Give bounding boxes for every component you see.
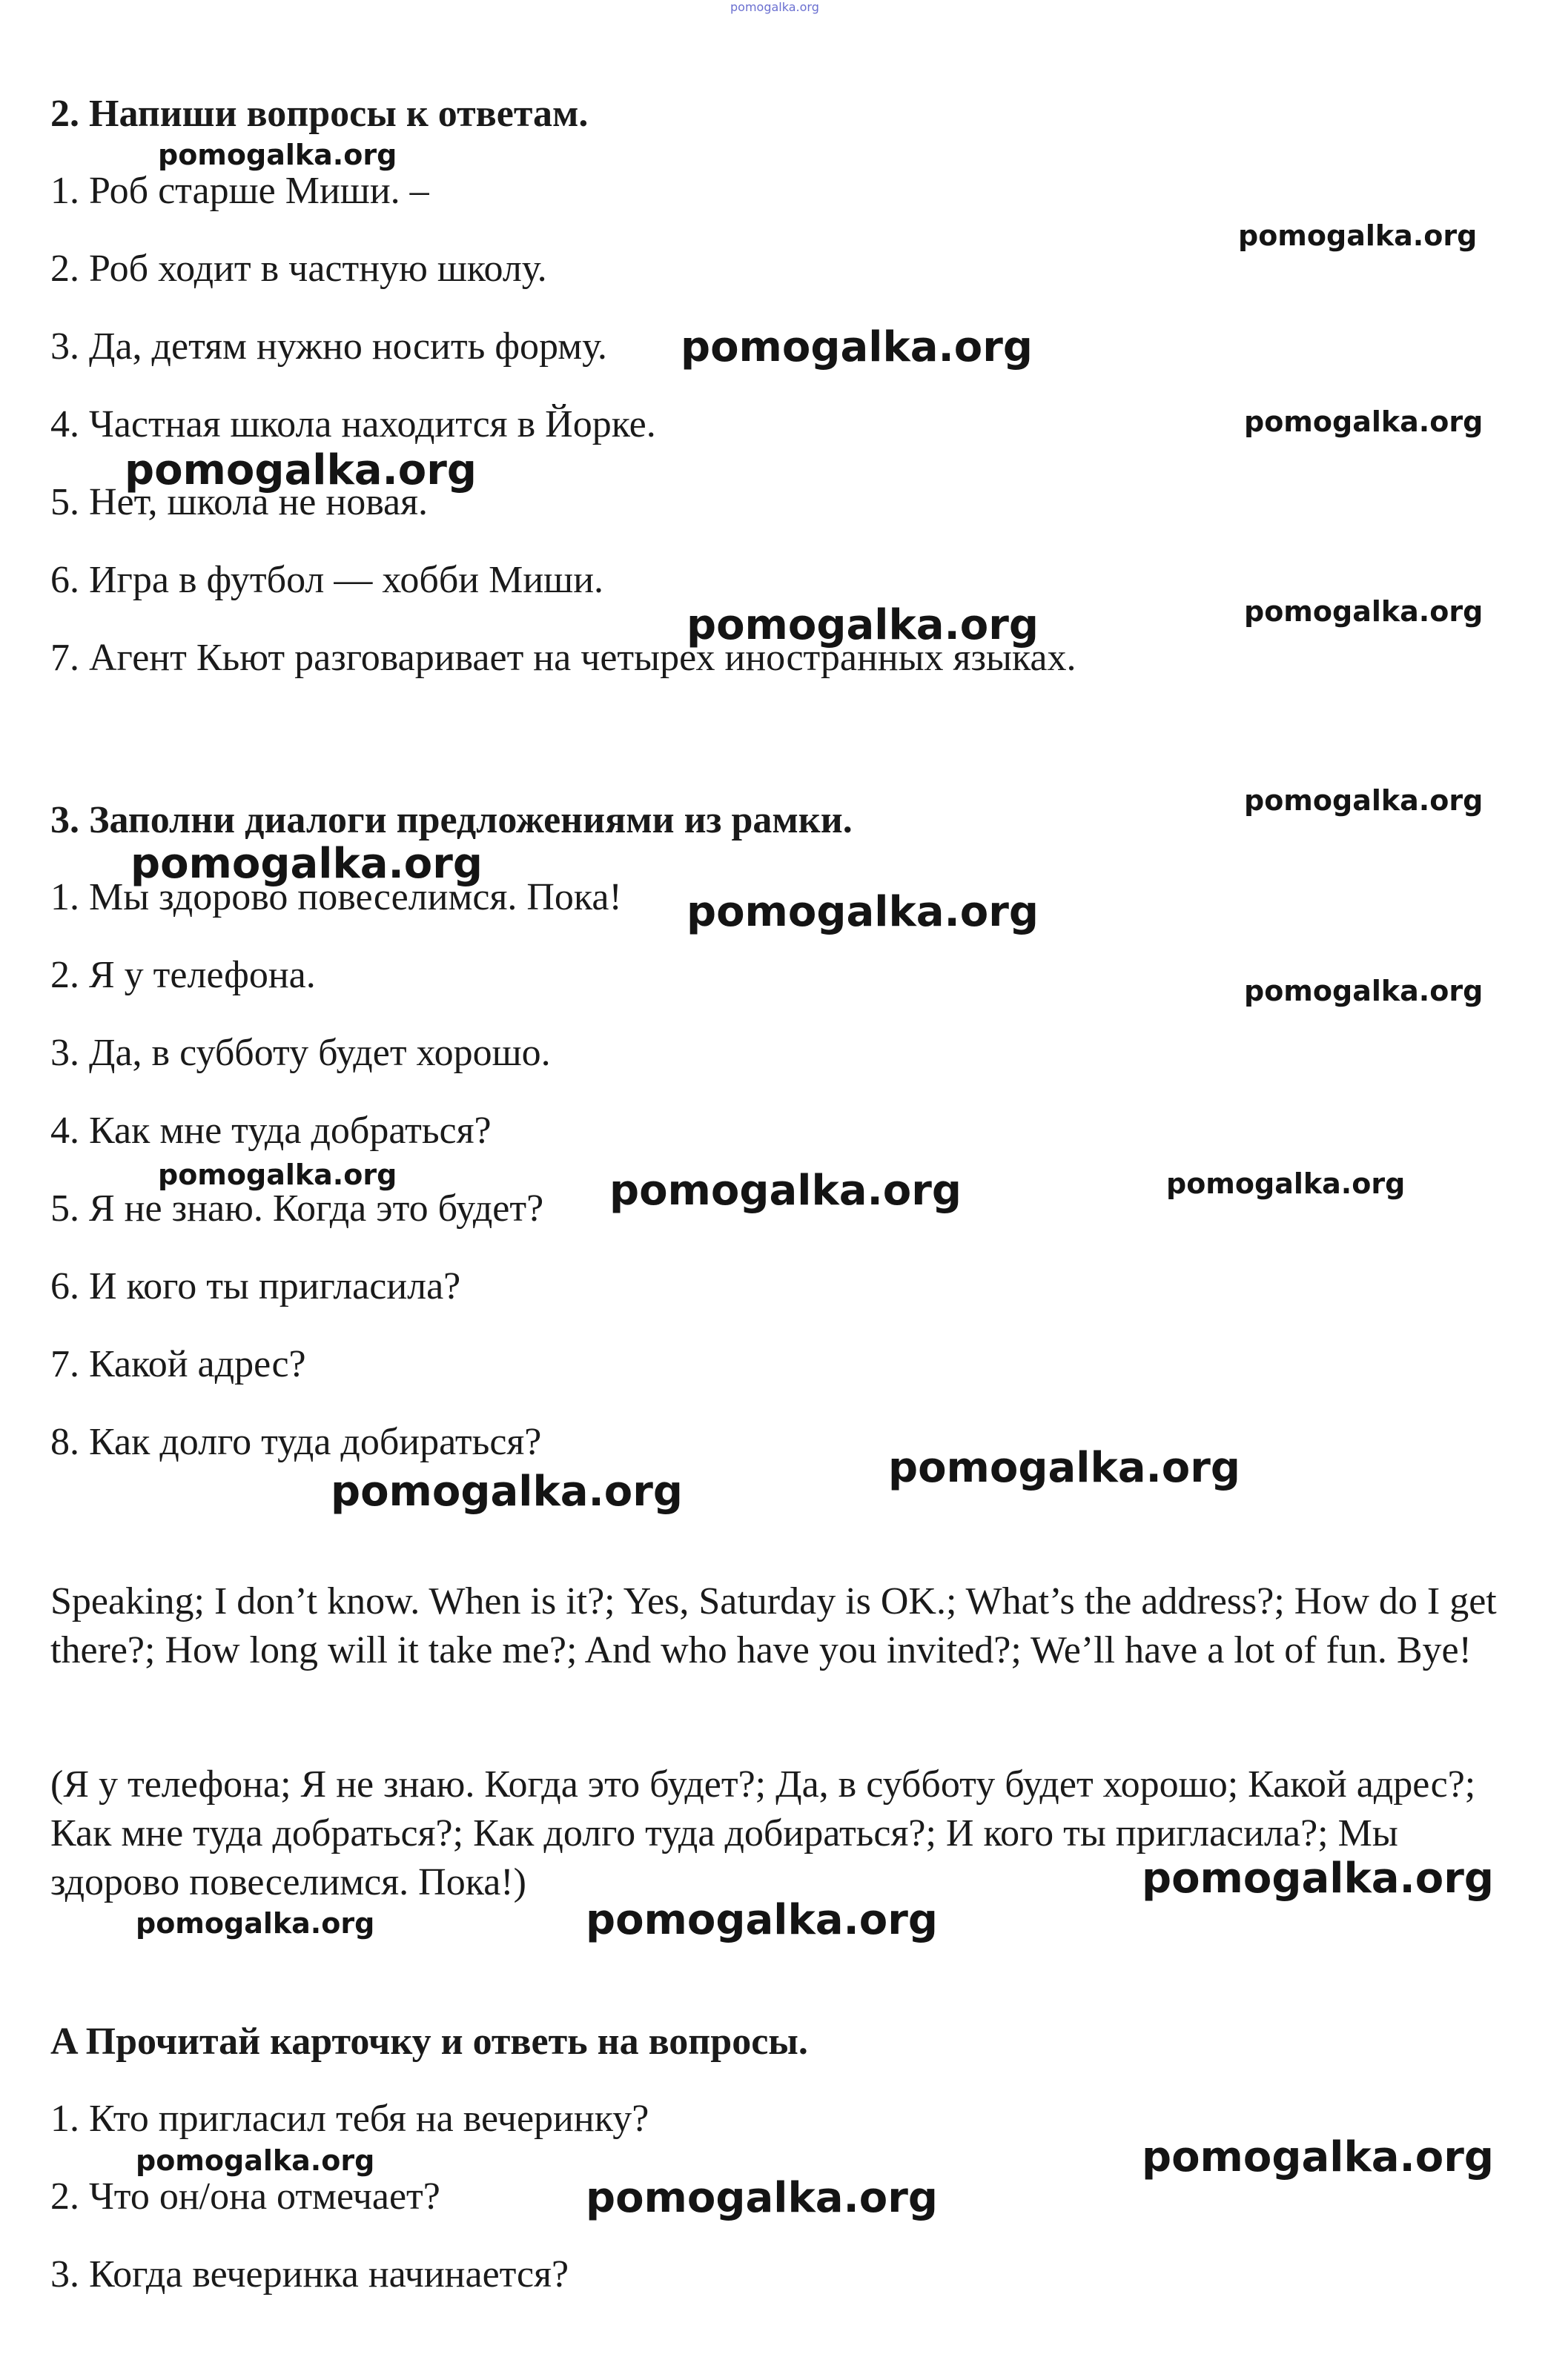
watermark: pomogalka.org xyxy=(586,2174,938,2222)
section2-item: 6. Игра в футбол — хобби Миши. xyxy=(50,559,604,601)
section3-item: 3. Да, в субботу будет хорошо. xyxy=(50,1032,551,1074)
sectionA-item: 1. Кто пригласил тебя на вечеринку? xyxy=(50,2098,649,2140)
watermark: pomogalka.org xyxy=(888,1444,1240,1492)
watermark: pomogalka.org xyxy=(1238,219,1478,252)
section2-item: 7. Агент Кьют разговаривает на четырех иностранных языках. xyxy=(50,637,1076,679)
watermark: pomogalka.org xyxy=(681,323,1033,371)
section2-item: 3. Да, детям нужно носить форму. xyxy=(50,325,607,368)
section2-item: 4. Частная школа находится в Йорке. xyxy=(50,403,656,445)
section3-item: 5. Я не знаю. Когда это будет? xyxy=(50,1187,544,1230)
watermark: pomogalka.org xyxy=(125,446,477,494)
watermark: pomogalka.org xyxy=(158,139,397,171)
section2-item: 2. Роб ходит в частную школу. xyxy=(50,248,547,290)
watermark: pomogalka.org xyxy=(1142,2133,1494,2181)
sectionA-item: 3. Когда вечеринка начинается? xyxy=(50,2253,569,2296)
watermark: pomogalka.org xyxy=(331,1468,683,1516)
top-watermark: pomogalka.org xyxy=(730,0,819,14)
section3-heading: 3. Заполни диалоги предложениями из рамки. xyxy=(50,799,853,841)
watermark: pomogalka.org xyxy=(609,1167,962,1215)
sectionA-heading: A Прочитай карточку и ответь на вопросы. xyxy=(50,2021,808,2063)
section3-item: 8. Как долго туда добираться? xyxy=(50,1421,542,1463)
watermark: pomogalka.org xyxy=(136,1907,375,1940)
watermark: pomogalka.org xyxy=(1244,784,1484,817)
section3-item: 2. Я у телефона. xyxy=(50,954,316,996)
section2-heading: 2. Напиши вопросы к ответам. xyxy=(50,93,589,135)
watermark: pomogalka.org xyxy=(586,1896,938,1944)
watermark: pomogalka.org xyxy=(158,1158,397,1191)
watermark: pomogalka.org xyxy=(687,601,1039,649)
watermark: pomogalka.org xyxy=(687,888,1039,936)
section3-item: 1. Мы здорово повеселимся. Пока! xyxy=(50,876,622,918)
watermark: pomogalka.org xyxy=(130,840,483,888)
watermark: pomogalka.org xyxy=(1244,975,1484,1007)
watermark: pomogalka.org xyxy=(1244,405,1484,438)
watermark: pomogalka.org xyxy=(1166,1167,1406,1200)
section3-item: 7. Какой адрес? xyxy=(50,1343,306,1385)
section3-item: 6. И кого ты пригласила? xyxy=(50,1265,461,1307)
watermark: pomogalka.org xyxy=(136,2144,375,2177)
section2-item: 5. Нет, школа не новая. xyxy=(50,481,429,523)
section3-item: 4. Как мне туда добраться? xyxy=(50,1110,492,1152)
box-english: Speaking; I don’t know. When is it?; Yes, Saturday is OK.; What’s the address?; How do I get there?; How long will it take me?; And who have you invited?; We’ll have a lot of fun. Bye! xyxy=(50,1580,1497,1671)
section2-item: 1. Роб старше Миши. – xyxy=(50,170,429,212)
sectionA-item: 2. Что он/она отмечает? xyxy=(50,2175,440,2218)
watermark: pomogalka.org xyxy=(1244,595,1484,628)
box-russian: (Я у телефона; Я не знаю. Когда это будет?; Да, в субботу будет хорошо; Какой адрес?; Как мне туда добраться?; Как долго туда добираться?; И кого ты пригласила?; Мы здорово повеселимся. Пока!) xyxy=(50,1763,1476,1903)
watermark: pomogalka.org xyxy=(1142,1854,1494,1903)
